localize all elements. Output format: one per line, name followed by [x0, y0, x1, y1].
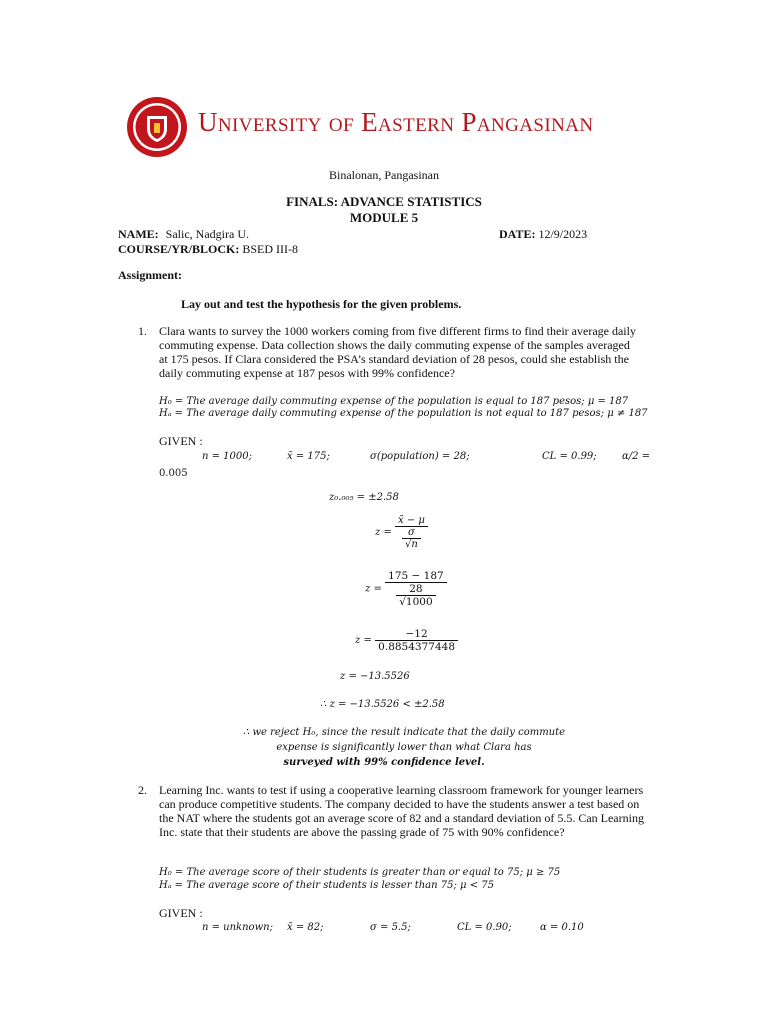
z-value: z = −13.5526	[340, 671, 410, 682]
z-formula-sigma: σ	[402, 527, 421, 539]
z-step1-sigma: 28	[396, 583, 435, 596]
problem2-text: Learning Inc. wants to test if using a cooperative learning classroom framework for younger learners can produce competitive students. The company decided to have the students answer a test based on the NAT where the students got an average score of 82 and a standard deviation of 5.5. Can Learning Inc. state that their students are above the passing grade of 75 with 90% confidence?	[159, 783, 644, 839]
assignment-label: Assignment:	[118, 268, 183, 282]
z-step2: z = $\frac{-12}{0.8854377448}$	[355, 628, 458, 653]
z-formula	[375, 515, 428, 550]
course-value: BSED III-8	[242, 242, 299, 256]
conclusion-line1: ∴ we reject H₀, since the result indicate that the daily commute	[242, 727, 566, 738]
z-formula-sqrt-n: √n	[405, 539, 418, 550]
z-step2-denominator: 0.8854377448	[378, 641, 455, 653]
student-name: Salic, Nadgira U.	[165, 227, 249, 241]
given-mean: x̄ = 175;	[287, 451, 330, 462]
conclusion-line2: expense is significantly lower than what Clara has	[276, 742, 532, 753]
problem1-number: 1.	[138, 324, 147, 338]
problem2-given-label: GIVEN :	[159, 906, 203, 920]
date-label: DATE:	[499, 227, 536, 241]
z-critical: z₀.₀₀₅ = ±2.58	[329, 492, 399, 503]
problem2-ha: Hₐ = The average score of their students is lesser than 75; μ < 75	[159, 880, 494, 891]
given-alpha-half-value: 0.005	[159, 468, 188, 479]
z-step1: z = $\frac{175 - 187}{\frac{28}{√1000}}$	[365, 570, 447, 608]
z-comparison: ∴ z = −13.5526 < ±2.58	[320, 699, 445, 710]
problem1-given-label: GIVEN :	[159, 434, 203, 448]
z-formula-denominator	[395, 527, 428, 550]
z-step2-numerator: −12	[375, 628, 458, 641]
given-alpha-half: α/2 =	[622, 451, 651, 462]
page-title: FINALS: ADVANCE STATISTICS	[286, 194, 482, 209]
z-formula-numerator: x̄ − μ	[395, 515, 428, 527]
module-title: MODULE 5	[349, 210, 419, 225]
problem2-h0: H₀ = The average score of their students is greater than or equal to 75; μ ≥ 75	[159, 867, 561, 878]
problem1-ha: Hₐ = The average daily commuting expense of the population is not equal to 187 pesos; μ ≠ 187	[159, 408, 648, 419]
given-cl: CL = 0.99;	[542, 451, 597, 462]
p2-given-sigma: σ = 5.5;	[370, 922, 411, 933]
university-seal	[126, 96, 188, 158]
problem1-h0: H₀ = The average daily commuting expense of the population is equal to 187 pesos; μ = 187	[159, 396, 629, 407]
z-step1-fraction	[385, 570, 447, 608]
given-n: n = 1000;	[202, 451, 252, 462]
p2-given-cl: CL = 0.90;	[457, 922, 512, 933]
z-step1-numerator: 175 − 187	[385, 570, 447, 583]
z-step1-sqrt: √1000	[399, 596, 433, 608]
university-name: University of Eastern Pangasinan	[198, 107, 594, 137]
course-label: COURSE/YR/BLOCK:	[118, 242, 240, 256]
assignment-instruction: Lay out and test the hypothesis for the given problems.	[181, 297, 462, 311]
p2-given-alpha: α = 0.10	[540, 922, 584, 933]
name-label: NAME:	[118, 227, 159, 241]
problem2-number: 2.	[138, 783, 147, 797]
date-row	[499, 227, 587, 242]
date-value: 12/9/2023	[538, 227, 588, 241]
problem1-text: Clara wants to survey the 1000 workers coming from five different firms to find their average daily commuting expense. Data collection shows the daily commuting expense of the samples averaged at 175 pesos. If Clara considered the PSA’s standard deviation of 28 pesos, could she establish the daily commuting expense at 187 pesos with 99% confidence?	[159, 324, 636, 380]
course-row	[118, 242, 298, 257]
z-formula-lhs: z =	[375, 527, 392, 538]
conclusion-line3: surveyed with 99% confidence level.	[283, 757, 485, 768]
location: Binalonan, Pangasinan	[329, 168, 439, 182]
name-row	[118, 227, 249, 242]
p2-given-mean: x̄ = 82;	[287, 922, 324, 933]
z-formula-fraction	[395, 515, 428, 550]
p2-given-n: n = unknown;	[202, 922, 273, 933]
z-step2-fraction	[375, 628, 458, 653]
given-sigma: σ(population) = 28;	[370, 451, 470, 462]
